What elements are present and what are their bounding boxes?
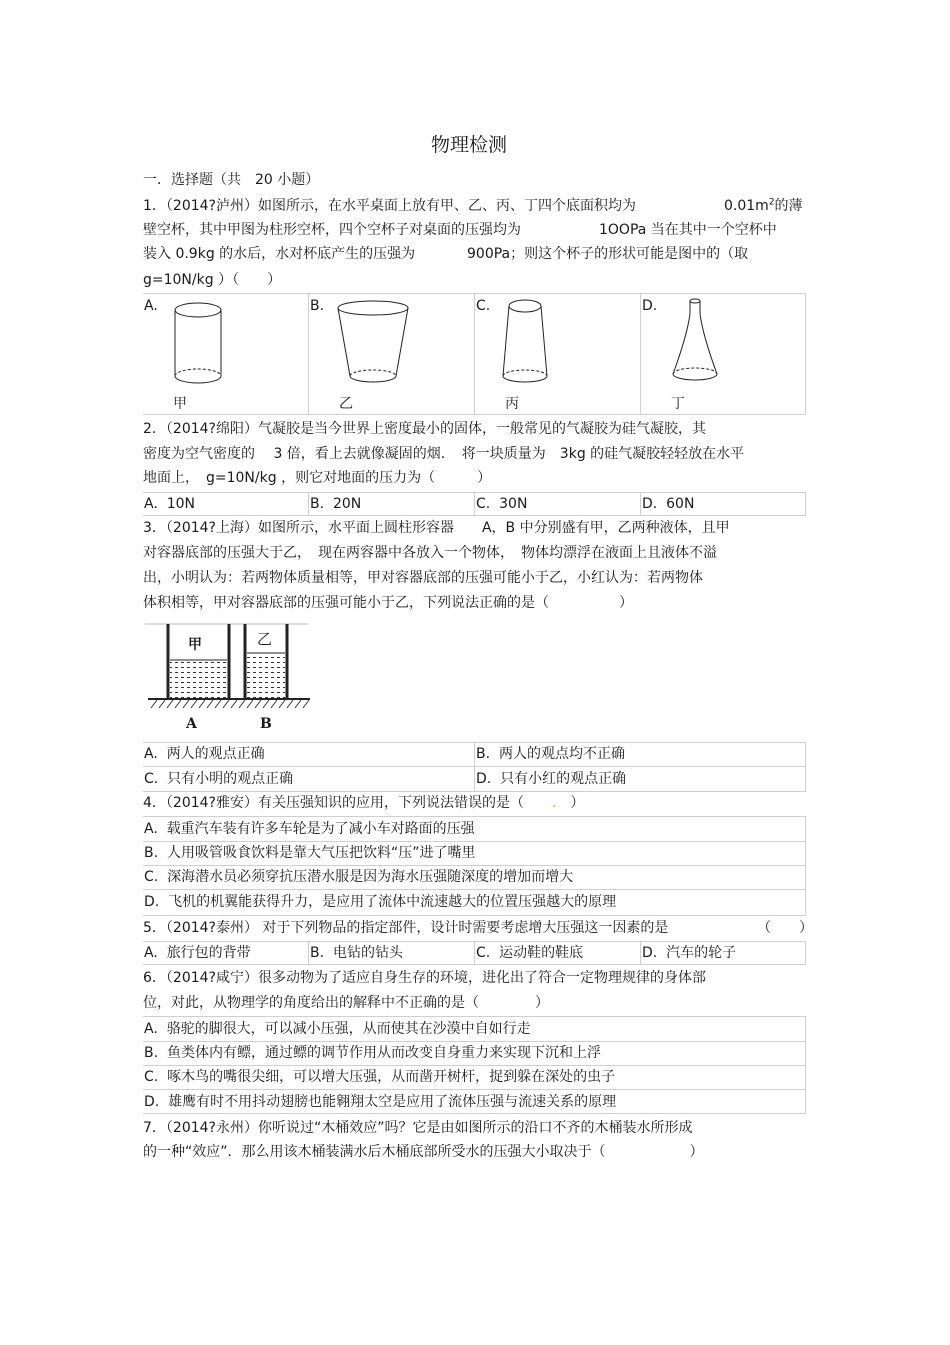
q7-line-2: 的一种“效应”．那么用该木桶装满水后木桶底部所受水的压强大小取决于（ ）	[143, 1144, 704, 1160]
q4-option-c[interactable]: C. 深海潜水员必须穿抗压潜水服是因为海水压强随深度的增加而增大	[144, 869, 574, 885]
q1-option-d-letter[interactable]: D.	[642, 298, 658, 314]
q3-line-1: 3．（2014?上海）如图所示，水平面上圆柱形容器 A，B 中分别盛有甲，乙两种液体，且甲	[143, 520, 730, 536]
q4-option-a[interactable]: A. 载重汽车装有许多车轮是为了减小车对路面的压强	[144, 821, 475, 837]
container-b-liquid-label: 乙	[257, 630, 273, 648]
q3-option-b[interactable]: B. 两人的观点均不正确	[476, 746, 625, 762]
q1-option-d-caption: 丁	[671, 396, 685, 412]
q6-option-d[interactable]: D. 雄鹰有时不用抖动翅膀也能翱翔太空是应用了流体压强与流速关系的原理	[144, 1094, 617, 1110]
container-a-label: A	[186, 716, 197, 732]
q1-line-1: 1．（2014?泸州）如图所示，在水平桌面上放有甲、乙、丙、丁四个底面积均为	[143, 198, 636, 214]
q3-line-4: 体积相等，甲对容器底部的压强可能小于乙，下列说法正确的是（ ）	[143, 595, 633, 611]
q1-option-a-letter[interactable]: A.	[144, 298, 158, 314]
q1-pressure-value: 1OOPa 当在其中一个空杯中	[599, 222, 777, 238]
q6-option-b[interactable]: B. 鱼类体内有鳔，通过鳔的调节作用从而改变自身重力来实现下沉和上浮	[144, 1045, 601, 1061]
q2-options	[143, 492, 806, 516]
q1-option-a-caption: 甲	[173, 396, 187, 412]
q6-option-a[interactable]: A. 骆驼的脚很大，可以减小压强，从而使其在沙漠中自如行走	[144, 1021, 531, 1037]
q5-options	[143, 941, 806, 965]
q4-option-b[interactable]: B. 人用吸管吸食饮料是靠大气压把饮料“压”进了嘴里	[144, 845, 476, 861]
q3-option-a[interactable]: A. 两人的观点正确	[144, 746, 265, 762]
q3-option-c[interactable]: C. 只有小明的观点正确	[144, 771, 294, 787]
q3-options	[143, 742, 806, 792]
q2-option-c[interactable]: C. 30N	[476, 496, 528, 512]
q5-option-b[interactable]: B. 电钻的钻头	[310, 945, 403, 961]
wide-mouth-cup-figure	[336, 298, 416, 393]
q5-option-d[interactable]: D. 汽车的轮子	[642, 945, 737, 961]
q2-line-2: 密度为空气密度的 3 倍，看上去就像凝固的烟． 将一块质量为 3kg 的硅气凝胶轻轻放在水平	[143, 446, 745, 462]
q2-option-b[interactable]: B. 20N	[310, 496, 362, 512]
q2-line-3: 地面上， g=10N/kg ，则它对地面的压力为（ ）	[143, 470, 492, 486]
q6-line-1: 6．（2014?咸宁）很多动物为了适应自身生存的环境，进化出了符合一定物理规律的身体部	[143, 970, 706, 986]
q5-stem: 5．（2014?泰州） 对于下列物品的指定部件，设计时需要考虑增大压强这一因素的是	[143, 920, 669, 936]
q6-line-2: 位，对此，从物理学的角度给出的解释中不正确的是（ ）	[143, 995, 549, 1011]
q4-stem: 4．（2014?雅安）有关压强知识的应用，下列说法错误的是（ . ）	[143, 795, 585, 811]
section-heading: 一．选择题（共 20 小题）	[143, 172, 320, 188]
q1-option-b-letter[interactable]: B.	[310, 298, 325, 314]
q5-paren: （ ）	[757, 920, 813, 936]
container-a-liquid-label: 甲	[188, 637, 202, 653]
q3-line-2: 对容器底部的压强大于乙， 现在两容器中各放入一个物体， 物体均漂浮在液面上且液体不溢	[143, 545, 717, 561]
q1-line-4: g=10N/kg ）（ ）	[143, 272, 282, 288]
q6-options	[143, 1016, 806, 1114]
flask-cup-figure	[667, 296, 727, 393]
q1-area-value: $0.01m^2$的薄	[724, 197, 803, 214]
q1-options	[143, 293, 806, 415]
q1-option-c-letter[interactable]: C.	[476, 298, 491, 314]
q6-option-c[interactable]: C. 啄木鸟的嘴很尖细，可以增大压强，从而凿开树杆，捉到躲在深处的虫子	[144, 1069, 616, 1085]
container-b-label: B	[260, 716, 272, 732]
cylinder-cup-figure	[171, 298, 231, 393]
q5-option-a[interactable]: A. 旅行包的背带	[144, 945, 251, 961]
containers-figure	[145, 620, 313, 738]
q3-line-3: 出，小明认为：若两物体质量相等，甲对容器底部的压强可能小于乙，小红认为：若两物体	[143, 570, 703, 586]
narrow-mouth-cup-figure	[501, 296, 561, 393]
q5-option-c[interactable]: C. 运动鞋的鞋底	[476, 945, 584, 961]
q1-line-3: 装入 0.9kg 的水后，水对杯底产生的压强为	[143, 246, 416, 262]
q4-options	[143, 816, 806, 916]
q2-option-a[interactable]: A. 10N	[144, 496, 195, 512]
q3-option-d[interactable]: D. 只有小红的观点正确	[476, 771, 627, 787]
q4-option-d[interactable]: D. 飞机的机翼能获得升力，是应用了流体中流速越大的位置压强越大的原理	[144, 894, 617, 910]
q2-line-1: 2．（2014?绵阳）气凝胶是当今世界上密度最小的固体，一般常见的气凝胶为硅气凝胶，其	[143, 421, 706, 437]
q2-option-d[interactable]: D. 60N	[642, 496, 695, 512]
q1-line-2: 壁空杯，其中甲图为柱形空杯，四个空杯子对桌面的压强均为	[143, 222, 521, 238]
q7-line-1: 7．（2014?永州）你听说过“木桶效应”吗？它是由如图所示的沿口不齐的木桶装水所形成	[143, 1120, 693, 1136]
q1-water-pressure: 900Pa；则这个杯子的形状可能是图中的（取	[467, 246, 749, 262]
page-title: 物理检测	[431, 134, 508, 156]
q1-option-c-caption: 丙	[505, 396, 519, 412]
q1-option-b-caption: 乙	[339, 396, 353, 412]
